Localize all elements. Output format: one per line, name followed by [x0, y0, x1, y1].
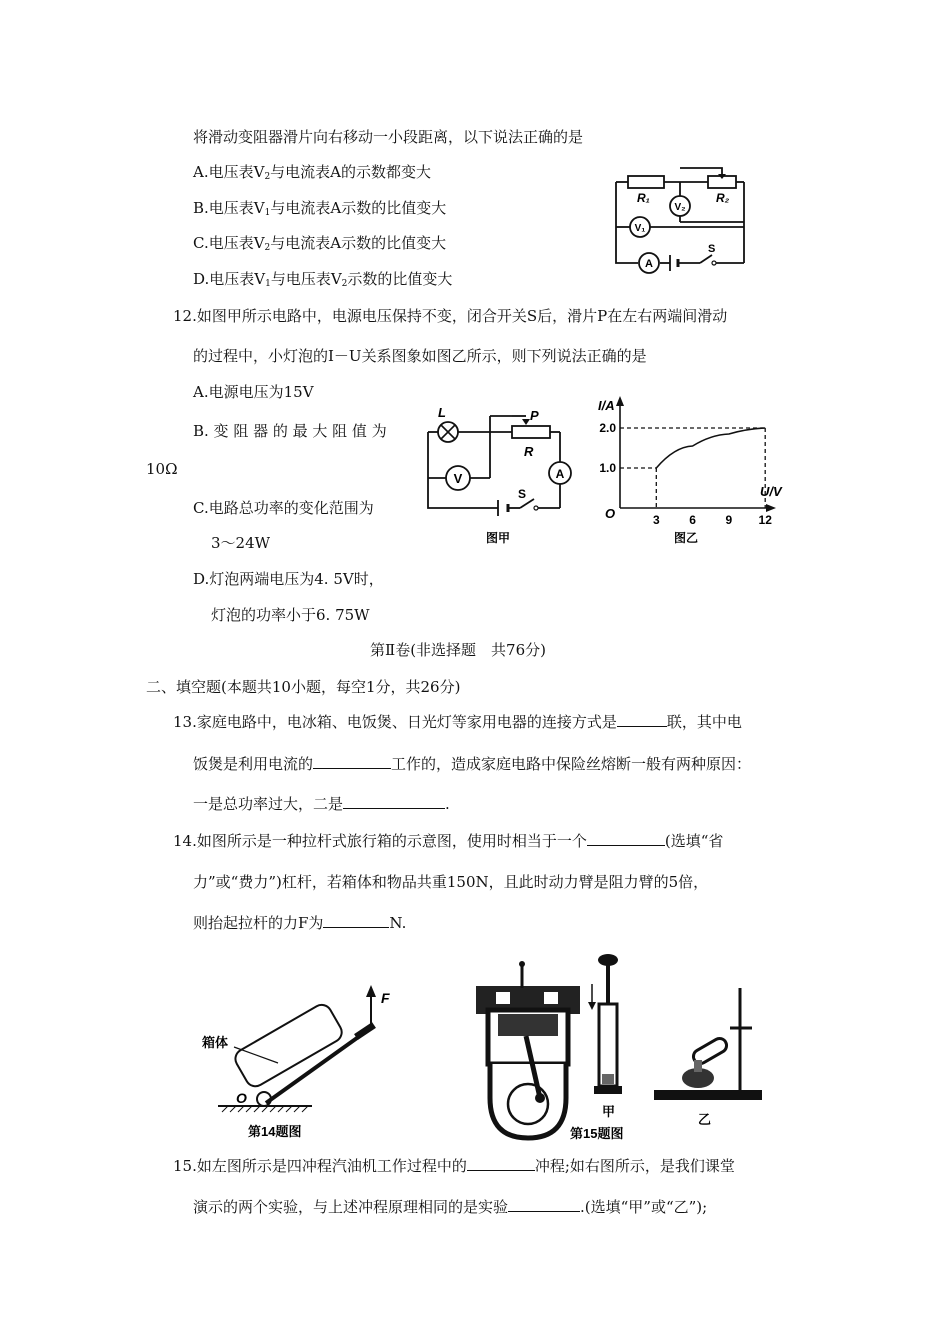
section-2-title: 第Ⅱ卷(非选择题 共76分) — [370, 641, 546, 659]
q13-line-1: 13.家庭电路中，电冰箱、电饭煲、日光灯等家用电器的连接方式是 联，其中电 — [173, 713, 742, 731]
switch-contact — [712, 261, 716, 265]
answer-blank[interactable] — [587, 831, 665, 846]
switch-contact — [534, 506, 538, 510]
q11-option-a[interactable]: A.电压表$V_2$与电流表A的示数都变大 — [193, 163, 432, 182]
y-tick-label: 2.0 — [599, 421, 616, 435]
r2-label: R₂ — [716, 191, 730, 205]
v1-label: V₁ — [634, 223, 646, 234]
v2-label: V₂ — [674, 202, 686, 213]
answer-blank[interactable] — [508, 1197, 580, 1212]
switch-label: S — [708, 243, 716, 255]
pivot-label: O — [236, 1090, 247, 1106]
q11-option-c[interactable]: C.电压表$V_2$与电流表A示数的比值变大 — [193, 234, 447, 253]
q11-circuit-diagram — [608, 160, 758, 278]
switch-label: S — [518, 487, 527, 501]
x-axis-arrow-icon — [766, 504, 776, 512]
figure-yi-caption: 图乙 — [674, 531, 699, 545]
slider-label: P — [530, 408, 539, 423]
q14-line-2: 力”或“费力”)杠杆，若箱体和物品共重150N，且此时动力臂是阻力臂的5倍， — [193, 873, 709, 891]
rheostat-r — [512, 426, 550, 438]
switch-lever — [700, 255, 712, 263]
q12-line-1: 12.如图甲所示电路中，电源电压保持不变，闭合开关S后，滑片P在左右两端间滑动 — [173, 307, 728, 325]
y-axis-label: I/A — [598, 398, 615, 413]
force-arrow-icon — [366, 985, 376, 997]
answer-blank[interactable] — [323, 913, 389, 928]
q12-option-c-line-2: 3～24W — [211, 534, 271, 552]
q13-line-2: 饭煲是利用电流的 工作的，造成家庭电路中保险丝熔断一般有两种原因： — [193, 755, 752, 773]
q12-option-b-line-1[interactable]: B. 变 阻 器 的 最 大 阻 值 为 — [193, 422, 387, 440]
q15-engine-experiments-figure — [468, 948, 768, 1148]
suitcase-box — [232, 1001, 346, 1090]
ammeter-label: A — [645, 258, 653, 270]
experiment-jia-tube — [588, 954, 622, 1094]
x-tick-label: 3 — [652, 513, 660, 527]
fill-in-heading: 二、填空题(本题共10小题，每空1分，共26分) — [146, 678, 461, 696]
experiment-yi-test-tube — [654, 988, 762, 1100]
ammeter-label: A — [555, 467, 565, 481]
y-tick-label: 1.0 — [599, 461, 616, 475]
q12-option-a[interactable]: A.电源电压为15V — [193, 383, 314, 401]
q11-option-d[interactable]: D.电压表$V_1$与电压表$V_2$示数的比值变大 — [193, 270, 453, 289]
figure-jia-caption: 图甲 — [486, 531, 511, 545]
q15-line-1: 15.如左图所示是四冲程汽油机工作过程中的 冲程;如右图所示，是我们课堂 — [173, 1157, 735, 1175]
q12-option-c-line-1[interactable]: C.电路总功率的变化范围为 — [193, 499, 374, 517]
rheostat-label: R — [524, 444, 534, 459]
force-label: F — [381, 990, 390, 1006]
x-axis-label: U/V — [760, 484, 782, 499]
figure-15-caption: 第15题图 — [570, 1126, 624, 1141]
x-tick-label: 9 — [725, 513, 733, 527]
lamp-label: L — [438, 405, 446, 420]
label-jia: 甲 — [602, 1104, 616, 1119]
box-label: 箱体 — [202, 1035, 229, 1050]
q12-option-b-line-2: 10Ω — [146, 460, 178, 478]
q12-circuit-figure-jia — [420, 398, 585, 550]
label-yi: 乙 — [698, 1112, 712, 1127]
answer-blank[interactable] — [343, 794, 445, 809]
figure-14-caption: 第14题图 — [248, 1124, 302, 1139]
voltmeter-label: V — [453, 471, 463, 486]
q12-option-d-line-1[interactable]: D.灯泡两端电压为4. 5V时， — [193, 570, 384, 588]
q14-line-3: 则抬起拉杆的力F为 N. — [193, 914, 407, 932]
slider-p-arrow-icon — [522, 419, 530, 425]
q11-option-b[interactable]: B.电压表$V_1$与电流表A示数的比值变大 — [193, 199, 447, 218]
origin-label: O — [605, 506, 616, 521]
q12-option-d-line-2: 灯泡的功率小于6. 75W — [211, 606, 370, 624]
engine-cylinder — [476, 961, 580, 1138]
q14-suitcase-figure — [196, 975, 426, 1145]
answer-blank[interactable] — [617, 712, 667, 727]
r1-resistor — [628, 176, 664, 188]
q12-line-2: 的过程中，小灯泡的I－U关系图象如图乙所示，则下列说法正确的是 — [193, 347, 647, 365]
q12-iu-graph-yi — [588, 392, 793, 550]
q15-line-2: 演示的两个实验，与上述冲程原理相同的是实验 .(选填“甲”或“乙”); — [193, 1198, 708, 1216]
iu-curve — [656, 428, 765, 468]
answer-blank[interactable] — [313, 754, 391, 769]
q13-line-3: 一是总功率过大，二是 . — [193, 795, 450, 813]
answer-blank[interactable] — [467, 1156, 535, 1171]
r1-label: R₁ — [637, 191, 650, 205]
q11-stem: 将滑动变阻器滑片向右移动一小段距离，以下说法正确的是 — [193, 128, 584, 146]
x-tick-label: 12 — [758, 513, 772, 527]
q14-line-1: 14.如图所示是一种拉杆式旅行箱的示意图，使用时相当于一个 (选填“省 — [173, 832, 724, 850]
x-tick-label: 6 — [689, 513, 696, 527]
y-axis-arrow-icon — [616, 396, 624, 406]
